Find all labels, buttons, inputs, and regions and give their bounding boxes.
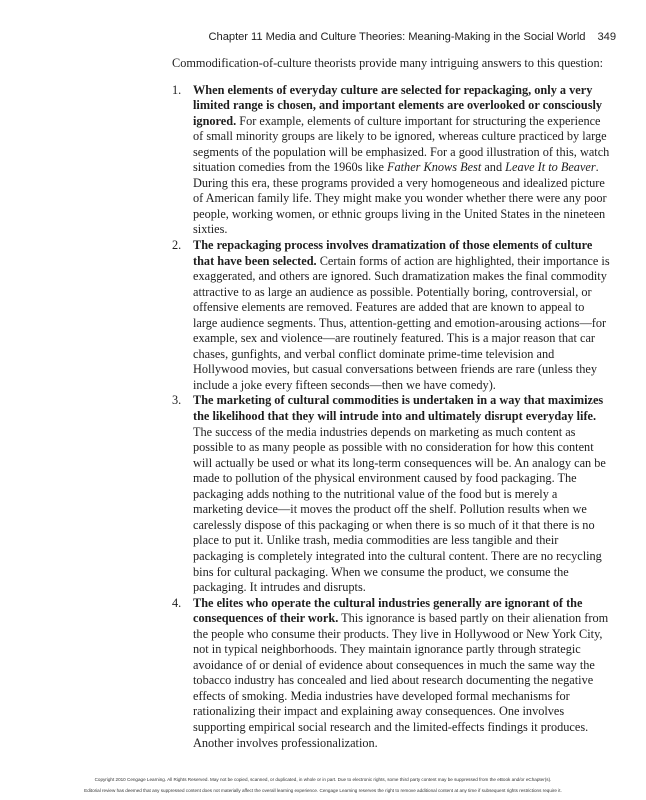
item-number: 4.: [172, 595, 182, 610]
item-lead: The repackaging process involves dramatization of those elements of culture that have been selected.: [193, 238, 593, 268]
item-number: 2.: [172, 238, 182, 253]
item-body: . During this era, these programs provided a very homogeneous and idealized picture of American family life. They might make you wonder whether there were any poor people, working women, or ethnic groups living in the United States in the nineteen sixties.: [193, 160, 607, 237]
intro-paragraph: Commodification-of-culture theorists provide many intriguing answers to this question:: [172, 56, 604, 70]
main-text: [172, 56, 610, 751]
running-header: [0, 31, 616, 43]
copyright-notice: Copyright 2010 Cengage Learning. All Rights Reserved. May not be copied, scanned, or duplicated, in whole or in part. Due to electronic rights, some third party content may be suppressed from the eBook and/or eChapter(s).: [94, 777, 552, 782]
item-body: The success of the media industries depends on marketing as much content as possible to as many people as possible with no consideration for how this content will actually be used or what its long-term consequences will be. An analogy can be made to pollution of the physical environment caused by food packaging. The packaging adds nothing to the nutritional value of the food but is merely a marketing device—it moves the product off the shelf. Pollution results when we carelessly dispose of this packaging or when there is so much of it that there is no place to put it. Unlike trash, media commodities are less tangible and their packaging is completely integrated into the cultural content. There are no recycling bins for cultural packaging. When we consume the product, we consume the packaging. It intrudes and disrupts.: [193, 424, 606, 595]
list-item: [172, 83, 610, 238]
item-lead: When elements of everyday culture are selected for repackaging, only a very limited range is chosen, and important elements are overlooked or consciously ignored.: [193, 82, 603, 128]
list-item: [172, 596, 610, 751]
running-title: Chapter 11 Media and Culture Theories: Meaning-Making in the Social World: [208, 31, 586, 43]
item-lead: The elites who operate the cultural industries generally are ignorant of the consequences of their work.: [193, 595, 583, 626]
list-item: [172, 393, 610, 595]
item-number: 1.: [172, 82, 182, 97]
item-body: Certain forms of action are highlighted, their importance is exaggerated, and others are ignored. Such dramatization makes the final commodity attractive to as large an audience as possible. Potentially boring, controversial, or offensive elements are removed. Features are added that are known to appeal to large audience segments. Thus, attention-getting and emotion-arousing actions—for example, sex and violence—are routinely featured. This is a major reason that car chases, gunfights, and verbal conflict dominate prime-time television and Hollywood movies, but casual conversations between friends are rare (unless they include a joke every fifteen seconds—then we have comedy).: [193, 253, 610, 392]
item-body: This ignorance is based partly on their alienation from the people who consume their products. They live in Hollywood or New York City, not in typical neighborhoods. They maintain ignorance partly through strategic avoidance of or denial of evidence about consequences in much the same way the tobacco industry has concealed and lied about research documenting the negative effects of smoking. Media industries have developed formal mechanisms for rationalizing their impact and explaining away consequences. One involves supporting empirical social research and the limited-effects findings it produces. Another involves professionalization.: [193, 611, 609, 750]
numbered-list: [172, 83, 610, 752]
item-body: and: [481, 160, 506, 175]
title-father-knows-best: Father Knows Best: [386, 160, 482, 175]
item-lead: The marketing of cultural commodities is undertaken in a way that maximizes the likelihood that they will intrude into and ultimately disrupt everyday life.: [193, 393, 604, 424]
item-body: For example, elements of culture important for structuring the experience of small minority groups are likely to be ignored, whereas culture practiced by large segments of the population will be emphasized. For a good illustration of this, watch situation comedies from the 1960s like: [193, 113, 610, 175]
editorial-notice: Editorial review has deemed that any suppressed content does not materially affect the overall learning experience. Cengage Learning reserves the right to remove additional content at any time if subsequent rights restrictions require it.: [84, 788, 562, 793]
title-leave-it-to-beaver: Leave It to Beaver: [505, 160, 596, 175]
page-number: 349: [597, 31, 616, 43]
list-item: [172, 238, 610, 393]
item-number: 3.: [172, 393, 182, 408]
